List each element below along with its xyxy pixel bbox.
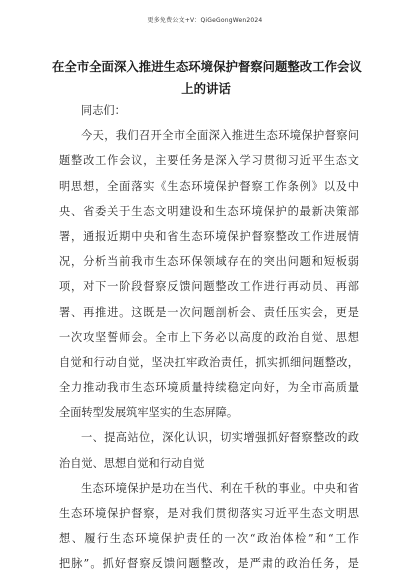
paragraph-line: 自觉和行动自觉，坚决扛牢政治责任，抓实抓细问题整改，	[59, 355, 359, 369]
paragraph-line: 项，对下一阶段督察反馈问题整改工作进行再动员、再部	[59, 280, 359, 294]
document-body	[59, 98, 359, 577]
paragraph-line: 况，分析当前我市生态环保领域存在的突出问题和短板弱	[59, 255, 359, 269]
title-line-1: 在全市全面深入推进生态环境保护督察问题整改工作会议	[52, 59, 362, 74]
paragraph-line: 署，通报近期中央和省生态环境保护督察整改工作进展情	[59, 229, 359, 243]
section-heading-line: 治自觉、思想自觉和行动自觉	[59, 456, 205, 470]
title-line-2: 上的讲话	[181, 81, 231, 96]
paragraph-line: 想、履行生态环境保护责任的一次“政治体检”和“工作	[59, 532, 359, 546]
paragraph-line: 生态环境保护是功在当代、利在千秋的事业。中央和省	[81, 481, 359, 495]
paragraph-line: 全面转型发展筑牢坚实的生态屏障。	[59, 406, 239, 420]
salutation: 同志们：	[81, 104, 126, 117]
paragraph-line: 生态环境保护督察，是对我们贯彻落实习近平生态文明思	[59, 507, 359, 520]
paragraph-line: 一次攻坚誓师会。全市上下务必以高度的政治自觉、思想	[59, 330, 359, 344]
paragraph-line: 署、再推进。这既是一次问题剖析会、责任压实会，更是	[59, 305, 359, 319]
section-heading-line: 一、提高站位，深化认识，切实增强抓好督察整改的政	[81, 431, 359, 445]
paragraph-line: 今天，我们召开全市全面深入推进生态环境保护督察问	[81, 129, 359, 143]
paragraph-line: 央、省委关于生态文明建设和生态环境保护的最新决策部	[59, 204, 359, 218]
document-title	[52, 56, 360, 100]
paragraph-line: 明思想，全面落实《生态环境保护督察工作条例》以及中	[59, 179, 359, 193]
paragraph-line: 题整改工作会议，主要任务是深入学习贯彻习近平生态文	[59, 154, 359, 168]
page-watermark: 更多免费公文+V：QiGeGongWen2024	[147, 17, 263, 24]
paragraph-line: 把脉”。抓好督察反馈问题整改，是严肃的政治任务，是	[59, 557, 359, 571]
paragraph-line: 全力推动我市生态环境质量持续稳定向好，为全市高质量	[59, 381, 359, 395]
